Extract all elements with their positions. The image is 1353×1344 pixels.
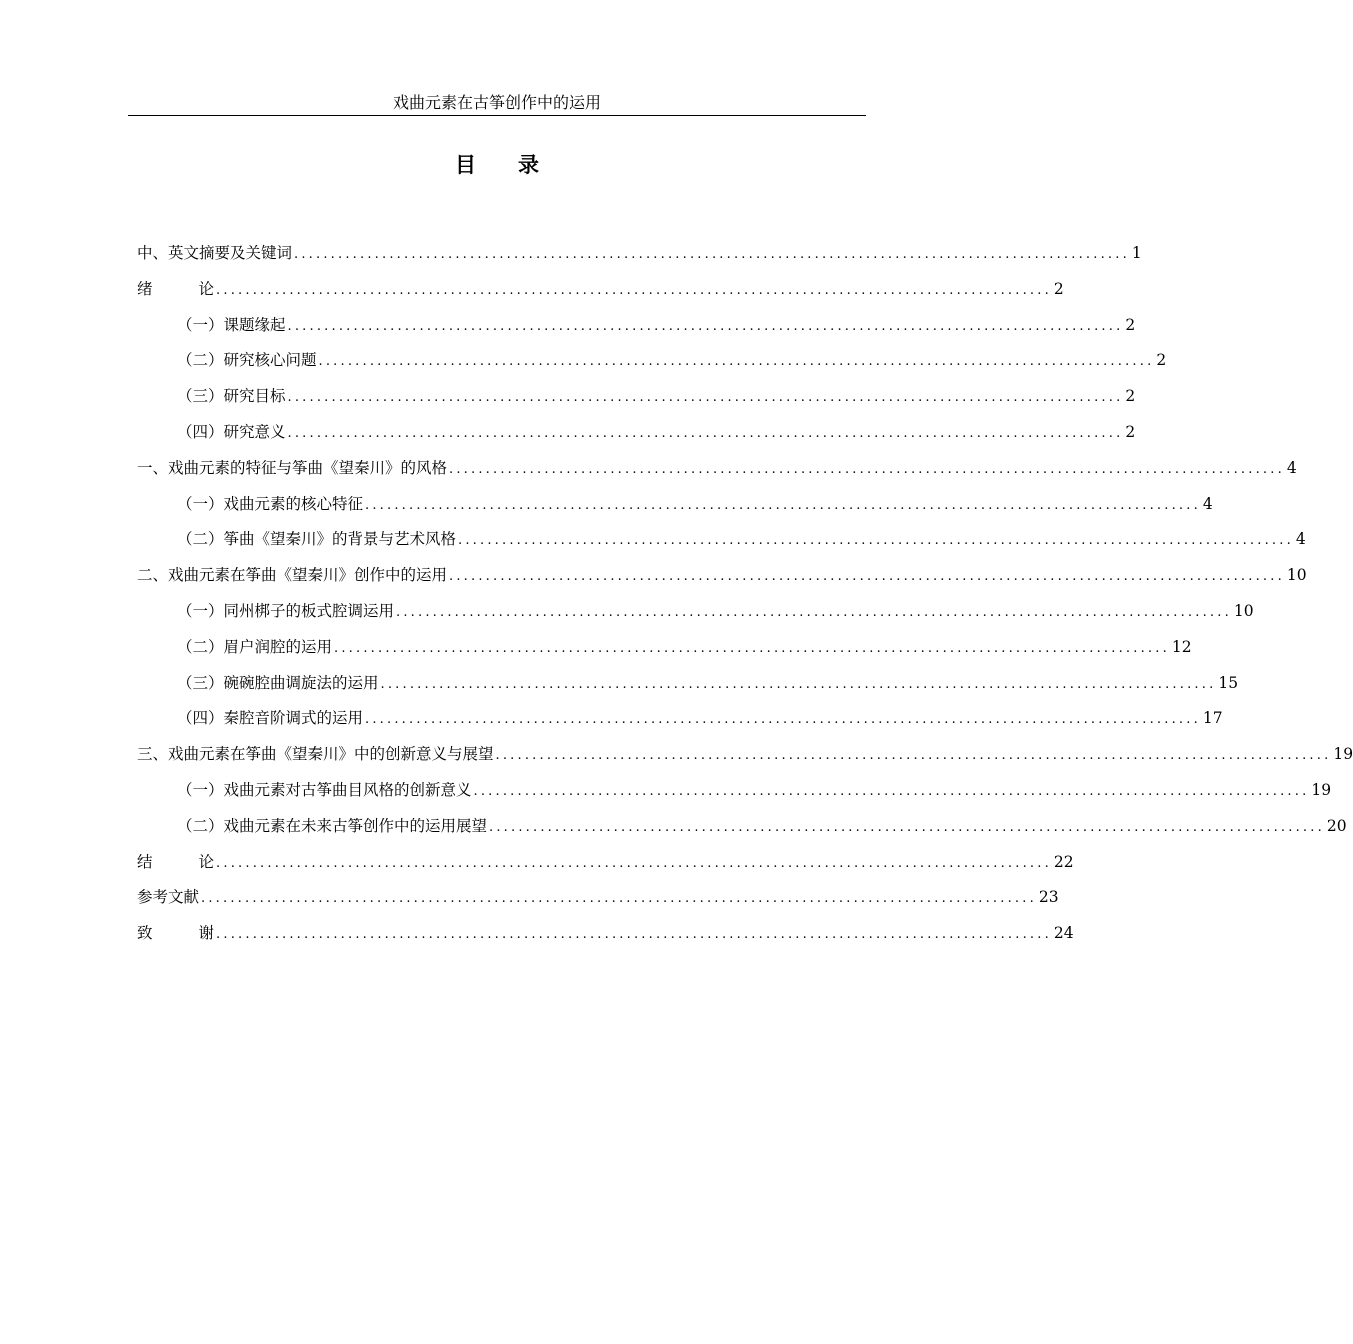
toc-entry-intro-3[interactable] <box>137 380 1136 416</box>
toc-leader: .................................................................................................................. <box>380 676 1217 692</box>
toc-heading-part1: 目 <box>455 152 476 177</box>
toc-leader: .................................................................................................................. <box>489 819 1325 835</box>
toc-entry-label: 二、戏曲元素在筝曲《望秦川》创作中的运用 <box>137 566 448 585</box>
toc-entry-label: （二）筝曲《望秦川》的背景与艺术风格 <box>177 530 457 549</box>
toc-page-number: 15 <box>1218 673 1239 692</box>
toc-entry-chapter-2-4[interactable] <box>137 702 1223 738</box>
toc-page-number: 2 <box>1125 387 1136 406</box>
table-of-contents <box>137 237 1353 953</box>
toc-page-number: 10 <box>1233 601 1254 620</box>
toc-entry-intro-4[interactable] <box>137 416 1136 452</box>
toc-page-number: 19 <box>1311 780 1332 799</box>
toc-entry-label: 参考文献 <box>137 888 200 907</box>
toc-page-number: 12 <box>1171 637 1192 656</box>
toc-entry-intro-1[interactable] <box>137 309 1136 345</box>
toc-page-number: 10 <box>1286 566 1307 585</box>
toc-entry-chapter-1-2[interactable] <box>137 523 1306 559</box>
toc-leader: .................................................................................................................. <box>458 533 1294 549</box>
toc-leader: .................................................................................................................. <box>365 712 1201 728</box>
toc-entry-introduction[interactable] <box>137 273 1064 309</box>
toc-leader: .................................................................................................................. <box>396 604 1232 620</box>
toc-leader: .................................................................................................................. <box>216 855 1052 871</box>
toc-page-number: 20 <box>1326 816 1347 835</box>
toc-page-number: 2 <box>1125 315 1136 334</box>
toc-page-number: 17 <box>1202 709 1223 728</box>
toc-leader: .................................................................................................................. <box>334 640 1170 656</box>
toc-leader: .................................................................................................................. <box>287 318 1124 334</box>
toc-entry-label: （四）研究意义 <box>177 422 286 441</box>
toc-entry-chapter-1[interactable] <box>137 452 1297 488</box>
toc-page-number: 4 <box>1286 458 1297 477</box>
toc-entry-references[interactable] <box>137 881 1059 917</box>
toc-entry-label: 绪 论 <box>137 279 215 298</box>
toc-leader: .................................................................................................................. <box>318 354 1155 370</box>
toc-entry-label: （二）戏曲元素在未来古筝创作中的运用展望 <box>177 816 488 835</box>
toc-leader: .................................................................................................................. <box>473 783 1310 799</box>
toc-entry-abstract[interactable] <box>137 237 1142 273</box>
toc-entry-chapter-2-1[interactable] <box>137 595 1254 631</box>
toc-entry-label: 中、英文摘要及关键词 <box>137 244 293 262</box>
toc-entry-acknowledgements[interactable] <box>137 917 1074 953</box>
toc-entry-label: （二）眉户润腔的运用 <box>177 637 333 656</box>
toc-page-number: 2 <box>1125 422 1136 441</box>
toc-leader: .................................................................................................................. <box>294 247 1130 262</box>
toc-leader: .................................................................................................................. <box>449 569 1285 585</box>
toc-entry-label: （三）碗碗腔曲调旋法的运用 <box>177 673 379 692</box>
toc-page-number: 4 <box>1202 494 1213 513</box>
toc-entry-label: 三、戏曲元素在筝曲《望秦川》中的创新意义与展望 <box>137 745 494 764</box>
toc-leader: .................................................................................................................. <box>449 461 1285 477</box>
toc-entry-label: 一、戏曲元素的特征与筝曲《望秦川》的风格 <box>137 458 448 477</box>
toc-entry-conclusion[interactable] <box>137 846 1074 882</box>
toc-leader: .................................................................................................................. <box>216 282 1052 298</box>
toc-entry-label: （四）秦腔音阶调式的运用 <box>177 709 364 728</box>
toc-entry-chapter-1-1[interactable] <box>137 488 1213 524</box>
toc-entry-intro-2[interactable] <box>137 344 1167 380</box>
toc-entry-label: （三）研究目标 <box>177 387 286 406</box>
toc-leader: .................................................................................................................. <box>216 927 1052 943</box>
toc-entry-chapter-2[interactable] <box>137 559 1307 595</box>
toc-page-number: 4 <box>1295 530 1306 549</box>
toc-entry-label: （二）研究核心问题 <box>177 351 317 370</box>
toc-page-number: 2 <box>1053 279 1064 298</box>
toc-heading-part2: 录 <box>518 152 539 177</box>
toc-page-number: 23 <box>1038 888 1059 907</box>
toc-entry-label: 致 谢 <box>137 924 215 943</box>
running-header-title: 戏曲元素在古筝创作中的运用 <box>392 93 601 112</box>
toc-page-number: 22 <box>1053 852 1074 871</box>
toc-leader: .................................................................................................................. <box>201 891 1037 907</box>
toc-leader: .................................................................................................................. <box>365 497 1201 513</box>
toc-leader: .................................................................................................................. <box>287 425 1124 441</box>
toc-entry-chapter-3-2[interactable] <box>137 810 1347 846</box>
toc-entry-chapter-2-2[interactable] <box>137 631 1192 667</box>
toc-entry-chapter-3-1[interactable] <box>137 774 1332 810</box>
toc-page-number: 1 <box>1131 244 1142 262</box>
toc-page-number: 24 <box>1053 924 1074 943</box>
toc-heading <box>128 150 866 180</box>
toc-page-number: 19 <box>1333 745 1353 764</box>
toc-leader: .................................................................................................................. <box>495 748 1332 764</box>
toc-entry-chapter-3[interactable] <box>137 738 1353 774</box>
toc-leader: .................................................................................................................. <box>287 390 1124 406</box>
toc-entry-label: 结 论 <box>137 852 215 871</box>
toc-entry-label: （一）戏曲元素的核心特征 <box>177 494 364 513</box>
toc-entry-label: （一）戏曲元素对古筝曲目风格的创新意义 <box>177 780 472 799</box>
toc-entry-label: （一）同州梆子的板式腔调运用 <box>177 601 395 620</box>
toc-page-number: 2 <box>1156 351 1167 370</box>
header-rule <box>128 115 866 116</box>
toc-entry-chapter-2-3[interactable] <box>137 667 1239 703</box>
toc-entry-label: （一）课题缘起 <box>177 315 286 334</box>
